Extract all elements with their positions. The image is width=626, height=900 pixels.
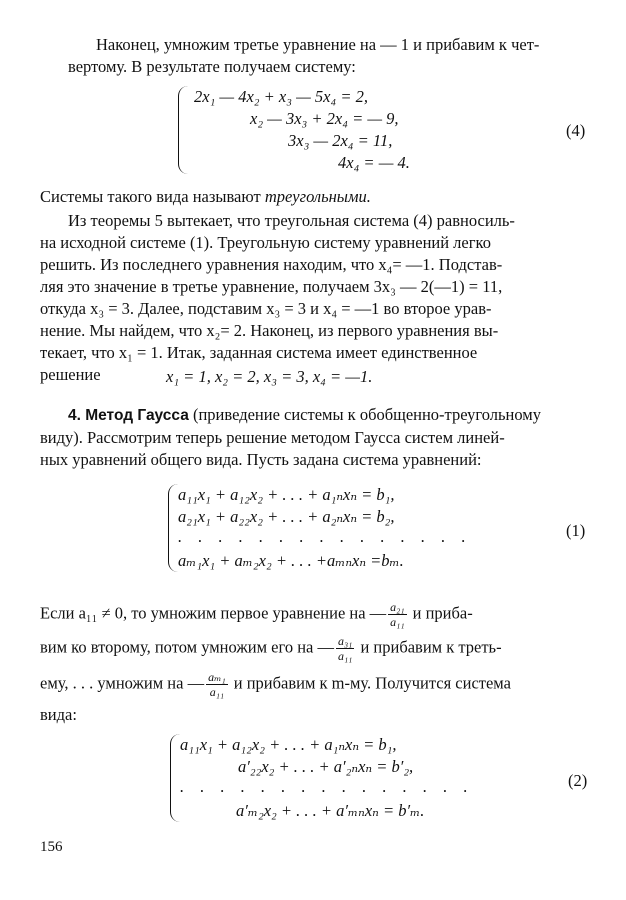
theorem-line-8: решение: [40, 365, 101, 384]
theorem-line-4: ляя это значение в третье уравнение, получаем 3x₃ — 2(—1) = 11,: [40, 277, 503, 296]
theorem-line-7: текает, что x₁ = 1. Итак, заданная система имеет единственное: [40, 343, 478, 362]
fraction-numerator: a₂₁: [390, 600, 405, 614]
system2-row-1: a₁₁x₁ + a₁₂x₂ + . . . + a₁ₙxₙ = b₁,: [180, 735, 397, 754]
fraction-denominator: a₁₁: [390, 615, 405, 629]
fraction-numerator: a₃₁: [337, 634, 353, 648]
section-heading: 4. Метод Гаусса: [68, 407, 189, 424]
elim-line-1-text: Если a₁₁ ≠ 0, то умножим первое уравнение на —: [40, 603, 387, 623]
system4-row-2: x₂ — 3x₃ + 2x₄ = — 9,: [250, 109, 399, 128]
theorem-line-2: на исходной системе (1). Треугольную систему уравнений легко: [40, 233, 491, 252]
equation-number-1: (1): [566, 521, 586, 540]
system1-row-1: a₁₁x₁ + a₁₂x₂ + . . . + a₁ₙxₙ = b₁,: [178, 485, 395, 504]
elim-line-2-text: вим ко второму, потом умножим его на —: [40, 637, 334, 657]
solution-line: x₁ = 1, x₂ = 2, x₃ = 3, x₄ = —1.: [166, 367, 373, 386]
elim-line-3-end: и прибавим к m-му. Получится система: [229, 673, 511, 693]
system4-row-4: 4x₄ = — 4.: [338, 153, 410, 172]
equation-system-1: [168, 484, 588, 576]
section-line-3: ных уравнений общего вида. Пусть задана система уравнений:: [40, 450, 482, 469]
system4-row-1: 2x₁ — 4x₂ + x₃ — 5x₄ = 2,: [194, 87, 368, 106]
page-number: 156: [40, 839, 63, 855]
paragraph-triangular: [40, 186, 590, 208]
fraction-denominator: a₁₁: [337, 649, 353, 663]
section-line-2: виду). Рассмотрим теперь решение методом Гаусса систем линей-: [40, 428, 505, 447]
intro-line-2: вертому. В результате получаем систему:: [68, 57, 356, 76]
section-gauss: [40, 404, 590, 471]
elim-line-1: [40, 600, 590, 634]
elim-line-3-text: ему, . . . умножим на —: [40, 673, 205, 693]
theorem-line-3: решить. Из последнего уравнения находим, что x₄= —1. Подстав-: [40, 255, 503, 274]
fraction-a31-a11: [336, 634, 354, 663]
elim-line-3: [40, 670, 590, 704]
elim-line-2: [40, 634, 590, 670]
equation-system-2: [170, 734, 590, 826]
equation-system-4: [178, 86, 598, 178]
paragraph-theorem: [40, 210, 590, 386]
section-line-1-rest: (приведение системы к обобщенно-треугольному: [188, 405, 541, 424]
left-brace: [178, 86, 189, 174]
elim-line-1-end: и приба-: [408, 603, 473, 623]
fraction-am1-a11: [206, 670, 228, 699]
system2-row-m: a′ₘ₂x₂ + . . . + a′ₘₙxₙ = b′ₘ.: [236, 801, 425, 820]
paragraph-elimination: [40, 600, 590, 726]
triangular-text: Системы такого вида называют: [40, 187, 265, 206]
triangular-term: треугольными.: [264, 187, 371, 206]
system1-row-2: a₂₁x₁ + a₂₂x₂ + . . . + a₂ₙxₙ = b₂,: [178, 507, 395, 526]
theorem-line-1: Из теоремы 5 вытекает, что треугольная система (4) равносиль-: [68, 211, 515, 230]
elim-line-2-end: и прибавим к треть-: [356, 637, 502, 657]
equation-number-4: (4): [566, 121, 586, 140]
system1-row-m: aₘ₁x₁ + aₘ₂x₂ + . . . +aₘₙxₙ =bₘ.: [178, 551, 404, 570]
fraction-numerator: aₘ₁: [208, 670, 226, 684]
equation-number-2: (2): [568, 771, 588, 790]
system4-row-3: 3x₃ — 2x₄ = 11,: [288, 131, 393, 150]
theorem-line-6: нение. Мы найдем, что x₂= 2. Наконец, из первого уравнения вы-: [40, 321, 499, 340]
intro-line-1: Наконец, умножим третье уравнение на — 1 и прибавим к чет-: [96, 35, 540, 54]
fraction-a21-a11: [388, 600, 406, 629]
elim-line-4: вида:: [40, 705, 77, 724]
system2-row-2: a′₂₂x₂ + . . . + a′₂ₙxₙ = b′₂,: [238, 757, 414, 776]
theorem-line-5: откуда x₃ = 3. Далее, подставим x₃ = 3 и x₄ = —1 во второе урав-: [40, 299, 492, 318]
fraction-denominator: a₁₁: [209, 685, 225, 699]
system2-row-dots: . . . . . . . . . . . . . . .: [180, 777, 474, 796]
system1-row-dots: . . . . . . . . . . . . . . .: [178, 527, 472, 546]
paragraph-intro: [68, 34, 588, 78]
